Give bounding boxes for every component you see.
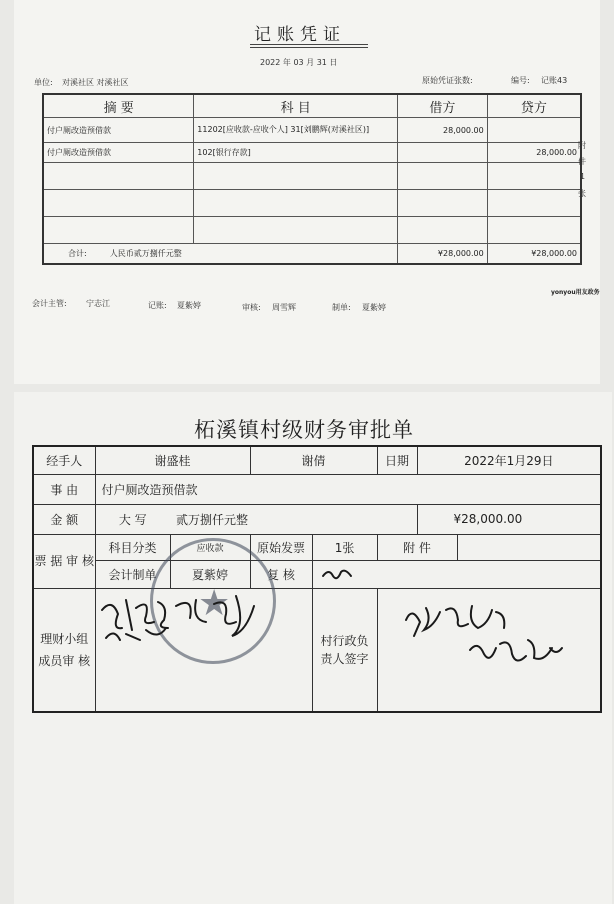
row-credit: 28,000.00	[487, 143, 581, 163]
number-label: 编号:	[511, 76, 530, 85]
auditor-label: 审核:	[242, 303, 261, 312]
maker-name: 夏紫婷	[362, 303, 386, 312]
original-invoice-value: 1张	[312, 534, 377, 560]
table-row	[43, 118, 581, 143]
row-credit	[487, 118, 581, 143]
row-summary: 付户厕改造预借款	[43, 118, 194, 143]
recheck-label: 复 核	[250, 560, 312, 588]
total-debit: ¥28,000.00	[398, 244, 488, 265]
side-attach-1: 附	[578, 141, 586, 150]
handler-name-2: 谢倩	[250, 446, 377, 474]
row-subject: 102[银行存款]	[194, 143, 398, 163]
table-row	[43, 143, 581, 163]
supervisor-name: 宁志江	[86, 299, 110, 308]
amount-row	[33, 504, 601, 534]
row-summary: 付户厕改造预借款	[43, 143, 194, 163]
bill-row	[33, 534, 601, 560]
title-underline	[250, 44, 368, 45]
original-count-label: 原始凭证张数:	[422, 76, 473, 85]
accounting-value: 夏紫婷	[170, 560, 250, 588]
date-value: 2022年1月29日	[417, 446, 601, 474]
title-underline-2	[250, 47, 368, 48]
date-label: 日期	[377, 446, 417, 474]
unit-value: 对溪社区 对溪社区	[62, 78, 129, 87]
empty-row	[43, 217, 581, 244]
bookkeeper-label: 记账:	[148, 301, 167, 310]
accounting-row	[33, 560, 601, 588]
row-debit: 28,000.00	[398, 118, 488, 143]
unit-label: 单位:	[34, 78, 53, 87]
reason-value: 付户厕改造预借款	[95, 474, 601, 504]
amount-value: ¥28,000.00	[417, 504, 601, 534]
supervisor-label: 会计主管:	[32, 299, 67, 308]
group-signature	[96, 590, 286, 650]
attachment-label: 附 件	[377, 534, 457, 560]
bill-review-label: 票 据 审 核	[33, 534, 95, 588]
reason-label: 事 由	[33, 474, 95, 504]
subject-class-label: 科目分类	[95, 534, 170, 560]
original-invoice-label: 原始发票	[250, 534, 312, 560]
accounting-voucher	[14, 0, 600, 384]
total-words: 人民币贰万捌仟元整	[109, 249, 182, 258]
reason-row	[33, 474, 601, 504]
recheck-signature	[312, 560, 601, 588]
seal-star-icon: ★	[198, 583, 231, 624]
header-summary: 摘 要	[43, 94, 194, 118]
row-debit	[398, 143, 488, 163]
total-credit: ¥28,000.00	[487, 244, 581, 265]
uppercase-value: 贰万捌仟元整	[170, 504, 417, 534]
row-subject: 11202[应收款-应收个人] 31[刘鹏辉(对溪社区)]	[194, 118, 398, 143]
village-signature	[400, 598, 570, 676]
uppercase-label: 大 写	[95, 504, 170, 534]
bookkeeper-name: 夏紫婷	[177, 301, 201, 310]
amount-label: 金 额	[33, 504, 95, 534]
handler-row	[33, 446, 601, 474]
voucher-header-row	[43, 94, 581, 118]
empty-row	[43, 190, 581, 217]
auditor-name: 周雪辉	[272, 303, 296, 312]
accounting-label: 会计制单	[95, 560, 170, 588]
group-label: 理财小组成员审 核	[33, 588, 95, 712]
side-attach-2: 件	[578, 157, 586, 166]
maker-label: 制单:	[332, 303, 351, 312]
handler-label: 经手人	[33, 446, 95, 474]
village-label: 村行政负责人签字	[312, 588, 377, 712]
voucher-date: 2022 年 03 月 31 日	[260, 58, 338, 67]
yonyou-logo: yonyou用友政务	[551, 289, 600, 296]
approval-title: 柘溪镇村级财务审批单	[194, 418, 414, 442]
side-attach-3: 1	[580, 172, 586, 181]
header-credit: 贷方	[487, 94, 581, 118]
header-debit: 借方	[398, 94, 488, 118]
total-row	[43, 244, 581, 265]
total-label: 合计:	[68, 249, 87, 258]
voucher-title: 记账凭证	[254, 25, 346, 45]
subject-class-value: 应收款	[170, 534, 250, 560]
empty-row	[43, 163, 581, 190]
side-attach-4: 张	[578, 189, 586, 198]
handler-name-1: 谢盛桂	[95, 446, 250, 474]
header-subject: 科 目	[194, 94, 398, 118]
number-value: 记账43	[541, 76, 568, 85]
voucher-table	[42, 93, 582, 265]
